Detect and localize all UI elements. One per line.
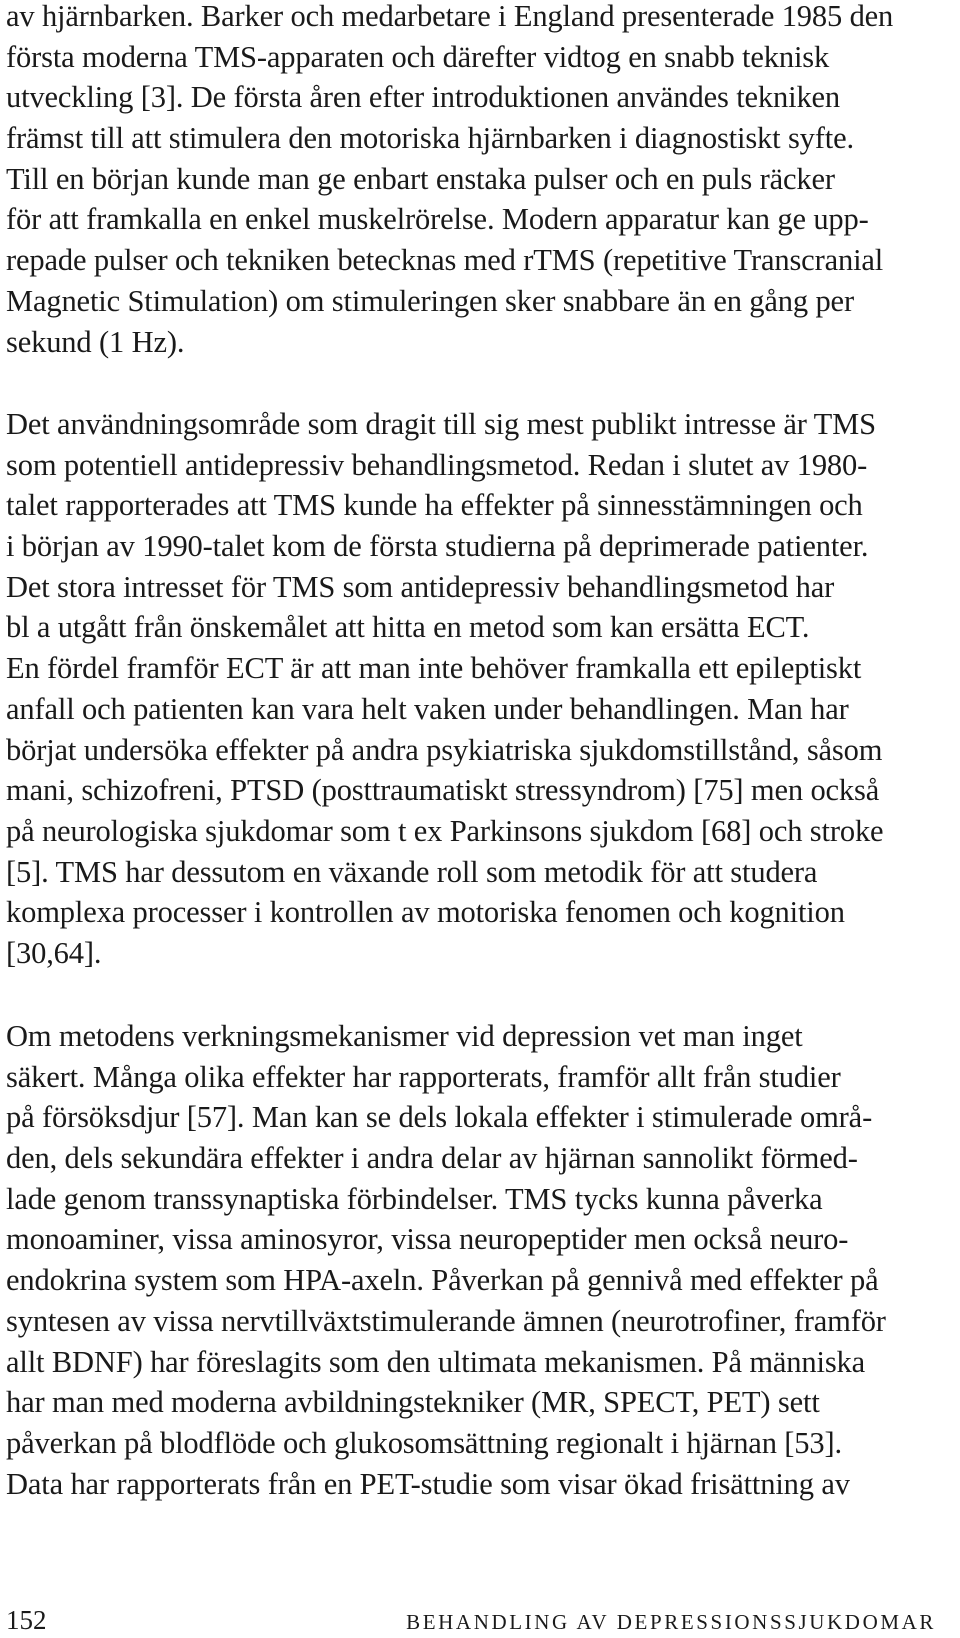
text-line: komplexa processer i kontrollen av motoriska fenomen och kognition: [6, 895, 845, 930]
text-line: har man med moderna avbildningstekniker (MR, SPECT, PET) sett: [6, 1385, 820, 1420]
text-line: på neurologiska sjukdomar som t ex Parkinsons sjukdom [68] och stroke: [6, 813, 884, 848]
text-line: lade genom transsynaptiska förbindelser. TMS tycks kunna påverka: [6, 1181, 823, 1216]
running-head: BEHANDLING AV DEPRESSIONSSJUKDOMAR: [406, 1610, 936, 1634]
text-line: repade pulser och tekniken betecknas med rTMS (repetitive Transcranial: [6, 243, 884, 278]
text-line: för att framkalla en enkel muskelrörelse. Modern apparatur kan ge upp-: [6, 202, 869, 237]
paragraph-mechanisms: [6, 1016, 936, 1504]
text-line: En fördel framför ECT är att man inte behöver framkalla ett epileptiskt: [6, 651, 862, 686]
text-line: främst till att stimulera den motoriska hjärnbarken i diagnostiskt syfte.: [6, 121, 854, 156]
text-line: Magnetic Stimulation) om stimuleringen sker snabbare än en gång per: [6, 283, 854, 318]
text-line: utveckling [3]. De första åren efter introduktionen användes tekniken: [6, 80, 841, 115]
text-line: endokrina system som HPA-axeln. Påverkan på gennivå med effekter på: [6, 1263, 879, 1298]
text-line: allt BDNF) har föreslagits som den ultimata mekanismen. På människa: [6, 1344, 866, 1379]
text-line: bl a utgått från önskemålet att hitta en metod som kan ersätta ECT.: [6, 610, 810, 645]
text-line: som potentiell antidepressiv behandlingsmetod. Redan i slutet av 1980-: [6, 447, 868, 482]
paragraph-tms-applications: [6, 404, 936, 974]
text-line: påverkan på blodflöde och glukosomsättning regionalt i hjärnan [53].: [6, 1425, 842, 1460]
text-line: sekund (1 Hz).: [6, 324, 185, 359]
text-line: den, dels sekundära effekter i andra delar av hjärnan sannolikt förmed-: [6, 1141, 858, 1176]
text-line: första moderna TMS-apparaten och därefter vidtog en snabb teknisk: [6, 39, 830, 74]
text-line: monoaminer, vissa aminosyror, vissa neuropeptider men också neuro-: [6, 1222, 849, 1257]
text-line: [30,64].: [6, 935, 102, 970]
text-line: Det användningsområde som dragit till sig mest publikt intresse är TMS: [6, 407, 876, 441]
text-line: Om metodens verkningsmekanismer vid depression vet man inget: [6, 1019, 803, 1053]
text-line: Data har rapporterats från en PET-studie som visar ökad frisättning av: [6, 1466, 850, 1501]
text-line: Det stora intresset för TMS som antidepressiv behandlingsmetod har: [6, 569, 835, 604]
text-line: av hjärnbarken. Barker och medarbetare i England presenterade 1985 den: [6, 0, 894, 33]
text-line: [5]. TMS har dessutom en växande roll som metodik för att studera: [6, 854, 818, 889]
text-line: i början av 1990-talet kom de första studierna på deprimerade patienter.: [6, 529, 869, 564]
text-line: börjat undersöka effekter på andra psykiatriska sjukdomstillstånd, såsom: [6, 732, 883, 767]
paragraph-tms-history: [6, 0, 936, 362]
text-line: anfall och patienten kan vara helt vaken under behandlingen. Man har: [6, 691, 849, 726]
text-line: på försöksdjur [57]. Man kan se dels lokala effekter i stimulerade områ-: [6, 1100, 873, 1135]
text-line: Till en början kunde man ge enbart enstaka pulser och en puls räcker: [6, 161, 835, 196]
text-line: syntesen av vissa nervtillväxtstimulerande ämnen (neurotrofiner, framför: [6, 1303, 886, 1338]
text-line: talet rapporterades att TMS kunde ha effekter på sinnesstämningen och: [6, 488, 863, 523]
text-line: mani, schizofreni, PTSD (posttraumatiskt stressyndrom) [75] men också: [6, 773, 880, 808]
text-line: säkert. Många olika effekter har rapporterats, framför allt från studier: [6, 1059, 841, 1094]
page-number: 152: [6, 1605, 47, 1635]
page-footer: [6, 1604, 936, 1638]
